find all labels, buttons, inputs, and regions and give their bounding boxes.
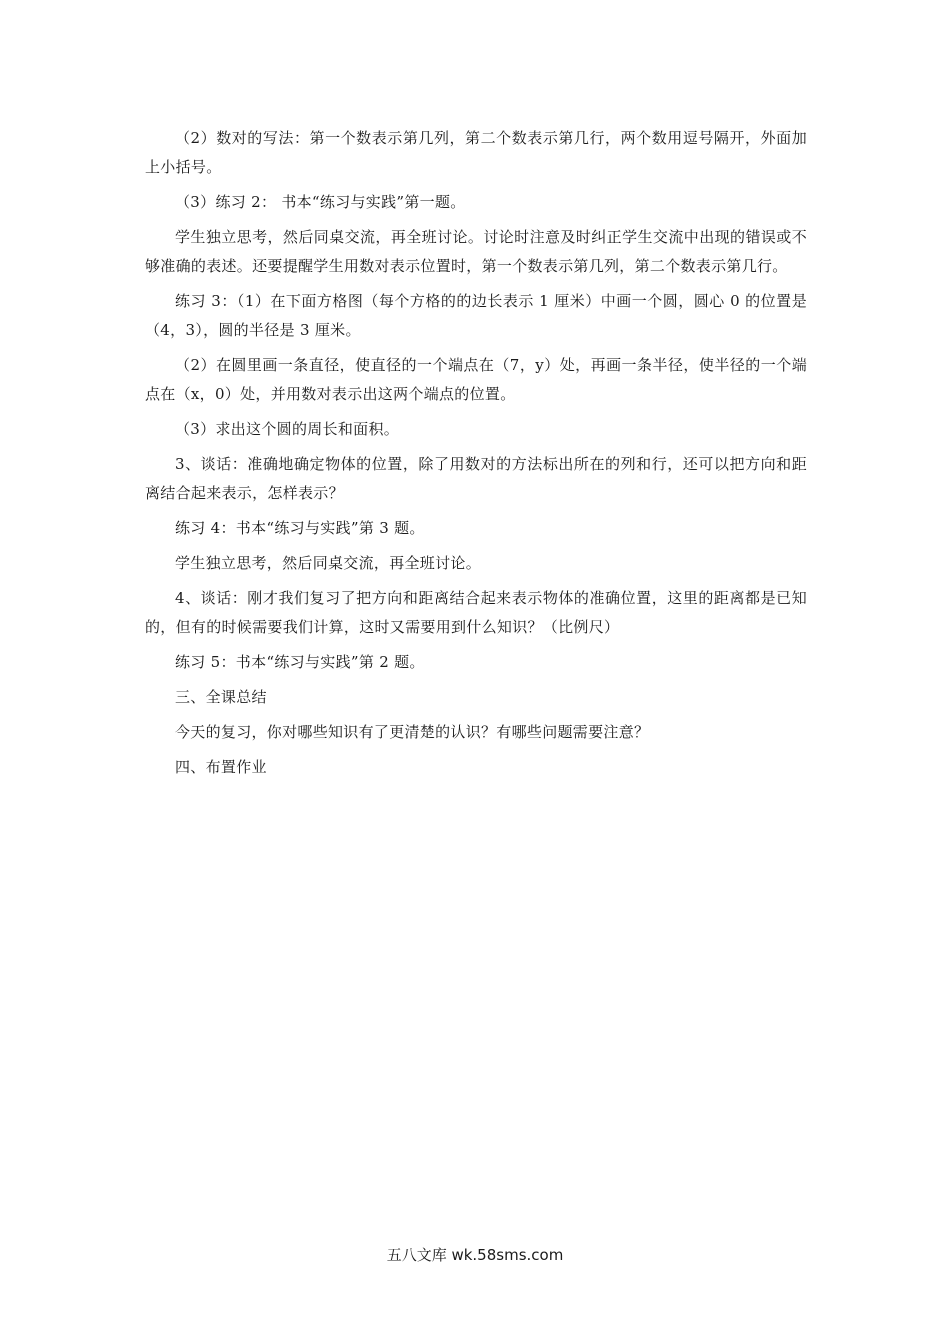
section-heading: 四、布置作业 (175, 758, 267, 776)
paragraph: 学生独立思考，然后同桌交流，再全班讨论。讨论时注意及时纠正学生交流中出现的错误或不够准确的表述。还要提醒学生用数对表示位置时，第一个数表示第几列，第二个数表示第几行。 (145, 228, 807, 275)
paragraph: 练习 4：书本“练习与实践”第 3 题。 (175, 519, 425, 537)
paragraph: 练习 3：（1）在下面方格图（每个方格的的边长表示 1 厘米）中画一个圆，圆心 0 的位置是（4，3），圆的半径是 3 厘米。 (145, 292, 807, 339)
paragraph: 今天的复习，你对哪些知识有了更清楚的认识？有哪些问题需要注意？ (175, 723, 650, 741)
paragraph: 4、谈话：刚才我们复习了把方向和距离结合起来表示物体的准确位置，这里的距离都是已知的，但有的时候需要我们计算，这时又需要用到什么知识？（比例尺） (145, 589, 807, 636)
paragraph: 学生独立思考，然后同桌交流，再全班讨论。 (175, 554, 482, 572)
page-footer: 五八文库 wk.58sms.com (386, 1246, 564, 1264)
paragraph: （3）练习 2： 书本“练习与实践”第一题。 (175, 193, 466, 211)
paragraph: （3）求出这个圆的周长和面积。 (175, 420, 400, 438)
paragraph: 练习 5：书本“练习与实践”第 2 题。 (175, 653, 425, 671)
paragraph: 3、谈话：准确地确定物体的位置，除了用数对的方法标出所在的列和行，还可以把方向和距离结合起来表示，怎样表示？ (145, 455, 807, 502)
section-heading: 三、全课总结 (175, 688, 267, 706)
document-body (145, 124, 807, 788)
paragraph: （2）数对的写法：第一个数表示第几列，第二个数表示第几行，两个数用逗号隔开，外面加上小括号。 (145, 129, 807, 176)
paragraph: （2）在圆里画一条直径，使直径的一个端点在（7，y）处，再画一条半径，使半径的一个端点在（x，0）处，并用数对表示出这两个端点的位置。 (145, 356, 807, 403)
